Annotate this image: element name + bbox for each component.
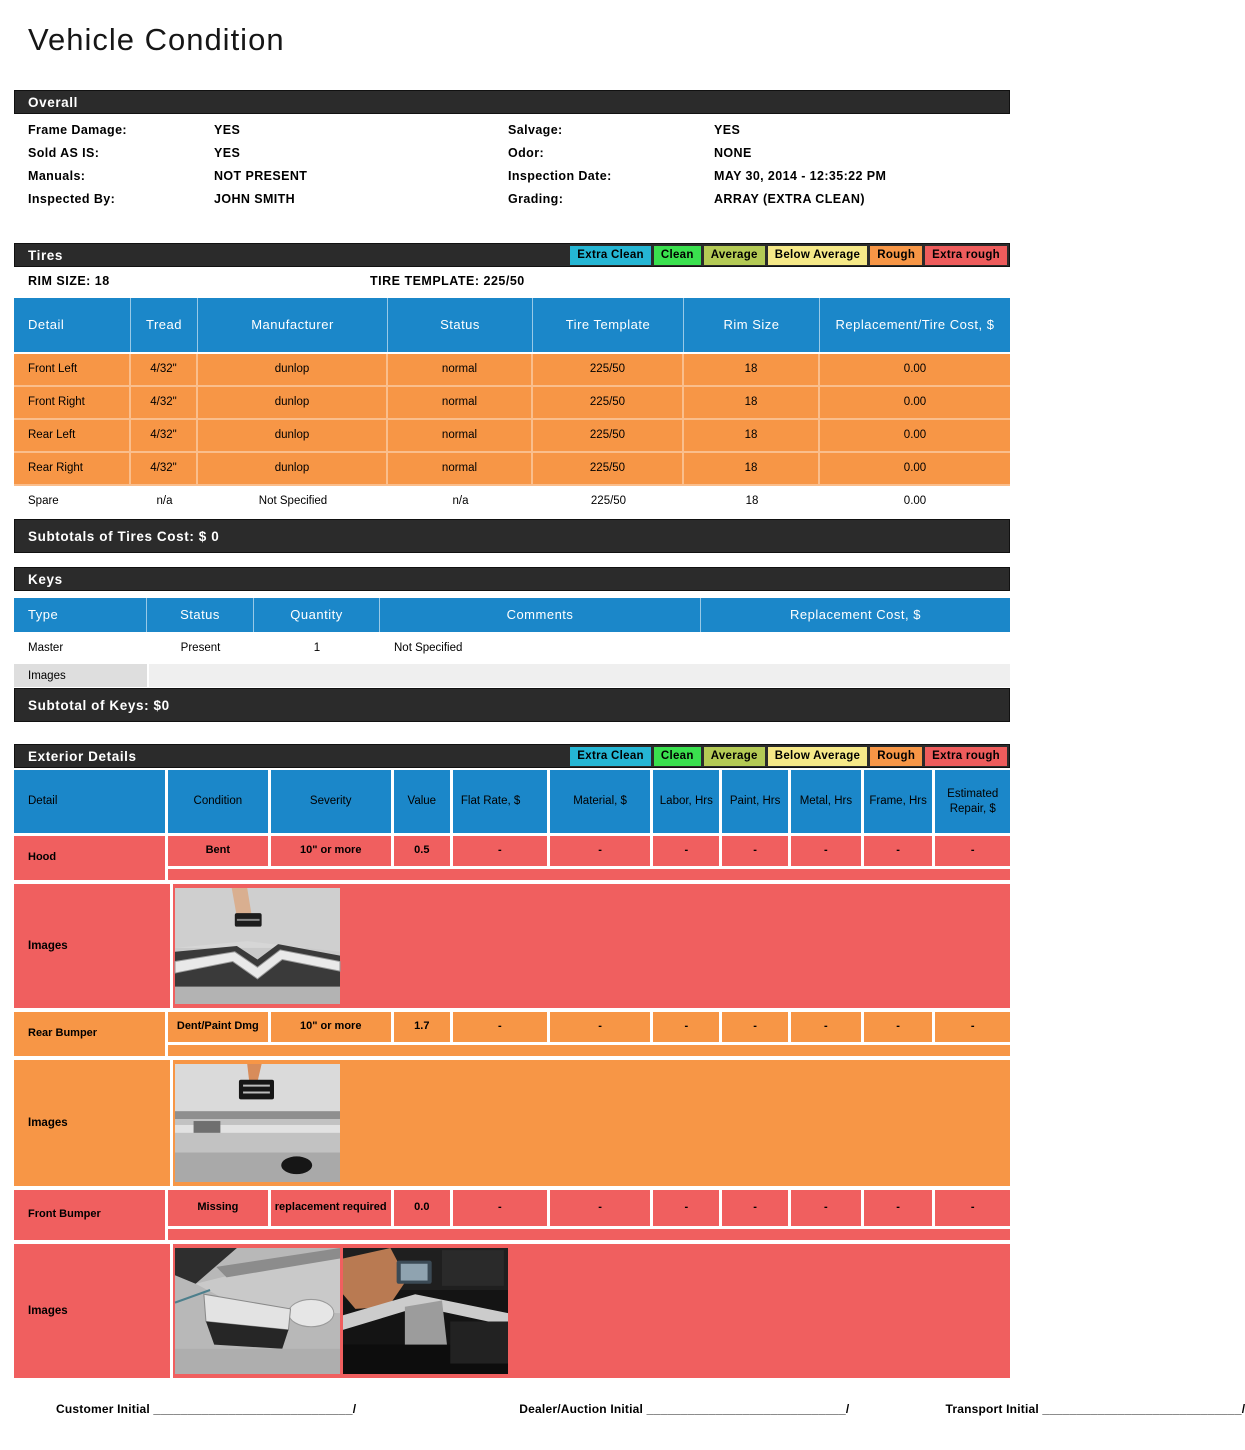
cell: Bent [168, 836, 268, 866]
cell: Present [180, 641, 221, 654]
cell: 0.00 [903, 495, 927, 508]
cell: - [722, 1190, 788, 1226]
cell: - [791, 836, 861, 866]
column-header: Condition [168, 770, 268, 833]
row-strip [168, 1229, 1010, 1240]
field-value: NONE [714, 145, 752, 160]
customer-initial-line: Customer Initial _____________________________/ [56, 1402, 357, 1416]
keys-table [14, 634, 1010, 687]
table-row [14, 354, 1010, 387]
column-header: Tread [131, 298, 198, 352]
column-header: Tire Template [533, 298, 684, 352]
signature-footer [14, 1402, 1245, 1416]
rim-size-label: RIM SIZE: 18 [28, 274, 110, 288]
cell: dunlop [198, 453, 388, 486]
overall-section-title: Overall [28, 94, 78, 110]
overall-section-header [14, 90, 1010, 114]
table-row [14, 420, 1010, 453]
cell: - [935, 1190, 1010, 1226]
table-row [14, 453, 1010, 486]
column-header: Type [14, 598, 147, 632]
rear-bumper-photo [175, 1064, 340, 1182]
hood-dent-photo [175, 888, 340, 1004]
legend-badge: Extra Clean [570, 246, 651, 265]
tire-template-label: TIRE TEMPLATE: 225/50 [370, 274, 525, 288]
cell: 18 [684, 453, 820, 486]
cell: - [935, 1012, 1010, 1042]
cell: 4/32" [131, 387, 198, 420]
legend-badge: Below Average [768, 747, 868, 766]
cell: Rear Left [14, 420, 131, 453]
cell: 0.00 [820, 387, 1010, 420]
cell: normal [388, 453, 533, 486]
cell: dunlop [198, 420, 388, 453]
images-row-label: Images [14, 1244, 170, 1378]
cell: 18 [684, 420, 820, 453]
column-header: Status [388, 298, 533, 352]
column-header: Comments [380, 598, 701, 632]
cell: - [935, 836, 1010, 866]
cell: 4/32" [131, 453, 198, 486]
column-header: Manufacturer [198, 298, 388, 352]
cell [701, 634, 1010, 662]
cell: - [791, 1012, 861, 1042]
tires-section-title: Tires [28, 247, 64, 263]
field-value: ARRAY (EXTRA CLEAN) [714, 191, 865, 206]
cell-detail: Front Bumper [14, 1190, 165, 1240]
cell: replacement required [271, 1190, 391, 1226]
table-row [14, 387, 1010, 420]
column-header: Replacement Cost, $ [790, 606, 921, 622]
cell: n/a [156, 495, 173, 508]
phone-hand-photo [343, 1248, 508, 1374]
legend-badge: Extra rough [925, 246, 1007, 265]
legend-badge: Clean [654, 246, 701, 265]
tires-meta-row [14, 274, 1010, 288]
keys-subtotal-bar: Subtotal of Keys: $0 [14, 688, 1010, 722]
overall-field-row [14, 164, 1010, 187]
cell: 0.00 [820, 420, 1010, 453]
images-row-label: Images [14, 1060, 170, 1186]
cell: 225/50 [533, 387, 684, 420]
column-header: Detail [14, 770, 165, 833]
exterior-table [14, 836, 1010, 1382]
images-row-label: Images [14, 884, 170, 1008]
transport-initial-line: Transport Initial _____________________________/ [945, 1402, 1245, 1416]
cell: normal [388, 354, 533, 387]
field-value: YES [214, 145, 241, 160]
cell: - [791, 1190, 861, 1226]
tires-subtotal-bar: Subtotals of Tires Cost: $ 0 [14, 519, 1010, 553]
field-value: JOHN SMITH [214, 191, 296, 206]
cell: Front Right [14, 387, 131, 420]
overall-field-row [14, 141, 1010, 164]
column-header: Value [394, 770, 450, 833]
tires-table-header [14, 298, 1010, 352]
field-label: Sold AS IS: [28, 145, 100, 160]
cell: Not Specified [258, 495, 328, 508]
column-header: Frame, Hrs [864, 770, 933, 833]
legend-badge: Average [704, 246, 765, 265]
cell-detail: Hood [14, 836, 165, 880]
cell: n/a [452, 495, 469, 508]
images-content [173, 1060, 1010, 1186]
cell: dunlop [198, 354, 388, 387]
legend-badge: Below Average [768, 246, 868, 265]
cell: - [653, 1012, 719, 1042]
keys-section-header [14, 567, 1010, 591]
dealer-initial-line: Dealer/Auction Initial _____________________________/ [519, 1402, 850, 1416]
cell: Spare [28, 495, 59, 508]
field-label: Manuals: [28, 168, 86, 183]
cell: 225/50 [533, 420, 684, 453]
damage-row [14, 836, 1010, 880]
cell: - [653, 1190, 719, 1226]
legend-badge: Rough [870, 246, 922, 265]
overall-field-row [14, 187, 1010, 210]
field-value: YES [214, 122, 241, 137]
cell: 18 [684, 354, 820, 387]
cell: 4/32" [131, 420, 198, 453]
cell: Dent/Paint Dmg [168, 1012, 268, 1042]
cell: - [722, 836, 788, 866]
field-value: YES [714, 122, 741, 137]
tires-section-header [14, 243, 1010, 267]
field-value: NOT PRESENT [214, 168, 308, 183]
field-label: Salvage: [508, 122, 563, 137]
column-header: Estimated Repair, $ [935, 770, 1010, 833]
cell: 0.0 [394, 1190, 450, 1226]
exterior-section-header [14, 744, 1010, 768]
column-header: Replacement/Tire Cost, $ [835, 316, 995, 332]
exterior-section-title: Exterior Details [28, 748, 137, 764]
cell: - [653, 836, 719, 866]
table-row [14, 634, 1010, 662]
row-strip [168, 869, 1010, 880]
cell: 225/50 [533, 453, 684, 486]
images-row-empty [149, 664, 1010, 687]
field-label: Grading: [508, 191, 564, 206]
images-row [14, 1060, 1010, 1186]
field-label: Frame Damage: [28, 122, 127, 137]
keys-table-header [14, 598, 1010, 632]
cell: - [722, 1012, 788, 1042]
column-header: Labor, Hrs [653, 770, 719, 833]
tires-table [14, 354, 1010, 517]
field-label: Inspection Date: [508, 168, 612, 183]
cell: - [864, 836, 933, 866]
cell: 0.00 [820, 354, 1010, 387]
images-content [173, 884, 1010, 1008]
cell: 0.00 [820, 453, 1010, 486]
cell: 1.7 [394, 1012, 450, 1042]
images-content [173, 1244, 1010, 1378]
condition-legend [567, 745, 1009, 767]
cell: - [453, 1190, 547, 1226]
overall-field-row [14, 118, 1010, 141]
images-row [14, 664, 1010, 687]
field-label: Odor: [508, 145, 545, 160]
legend-badge: Extra rough [925, 747, 1007, 766]
cell-detail: Rear Bumper [14, 1012, 165, 1056]
column-header: Severity [271, 770, 391, 833]
damage-row [14, 1012, 1010, 1056]
cell: Missing [168, 1190, 268, 1226]
column-header: Detail [14, 298, 131, 352]
column-header: Status [147, 598, 254, 632]
page-title: Vehicle Condition [28, 22, 285, 57]
column-header: Material, $ [550, 770, 651, 833]
cell: 10" or more [271, 1012, 391, 1042]
cell: - [550, 1012, 651, 1042]
cell: - [550, 836, 651, 866]
damage-row [14, 1190, 1010, 1240]
legend-badge: Extra Clean [570, 747, 651, 766]
keys-section-title: Keys [28, 571, 63, 587]
column-header: Flat Rate, $ [453, 770, 547, 833]
images-row [14, 1244, 1010, 1378]
cell: 18 [745, 495, 759, 508]
cell: - [550, 1190, 651, 1226]
column-header: Paint, Hrs [722, 770, 788, 833]
column-header: Rim Size [684, 298, 820, 352]
cell: Not Specified [394, 641, 463, 654]
cell: Rear Right [14, 453, 131, 486]
cell: - [453, 836, 547, 866]
legend-badge: Clean [654, 747, 701, 766]
column-header: Metal, Hrs [791, 770, 861, 833]
cell: - [864, 1012, 933, 1042]
cell: 4/32" [131, 354, 198, 387]
exterior-table-header [14, 770, 1010, 833]
cell: 18 [684, 387, 820, 420]
cell: 1 [313, 641, 321, 654]
cell: Front Left [14, 354, 131, 387]
cell: - [864, 1190, 933, 1226]
front-end-photo [175, 1248, 340, 1374]
row-strip [168, 1045, 1010, 1056]
condition-legend [567, 244, 1009, 266]
legend-badge: Rough [870, 747, 922, 766]
cell: Master [28, 641, 64, 654]
column-header: Quantity [254, 598, 380, 632]
field-value: MAY 30, 2014 - 12:35:22 PM [714, 168, 887, 183]
cell: 0.5 [394, 836, 450, 866]
cell: 225/50 [590, 495, 627, 508]
cell: - [453, 1012, 547, 1042]
cell: normal [388, 420, 533, 453]
cell: normal [388, 387, 533, 420]
field-label: Inspected By: [28, 191, 116, 206]
table-row [14, 486, 1010, 517]
cell: 225/50 [533, 354, 684, 387]
images-row-label: Images [14, 664, 147, 687]
cell: dunlop [198, 387, 388, 420]
legend-badge: Average [704, 747, 765, 766]
images-row [14, 884, 1010, 1008]
overall-fields [14, 118, 1010, 210]
cell: 10" or more [271, 836, 391, 866]
